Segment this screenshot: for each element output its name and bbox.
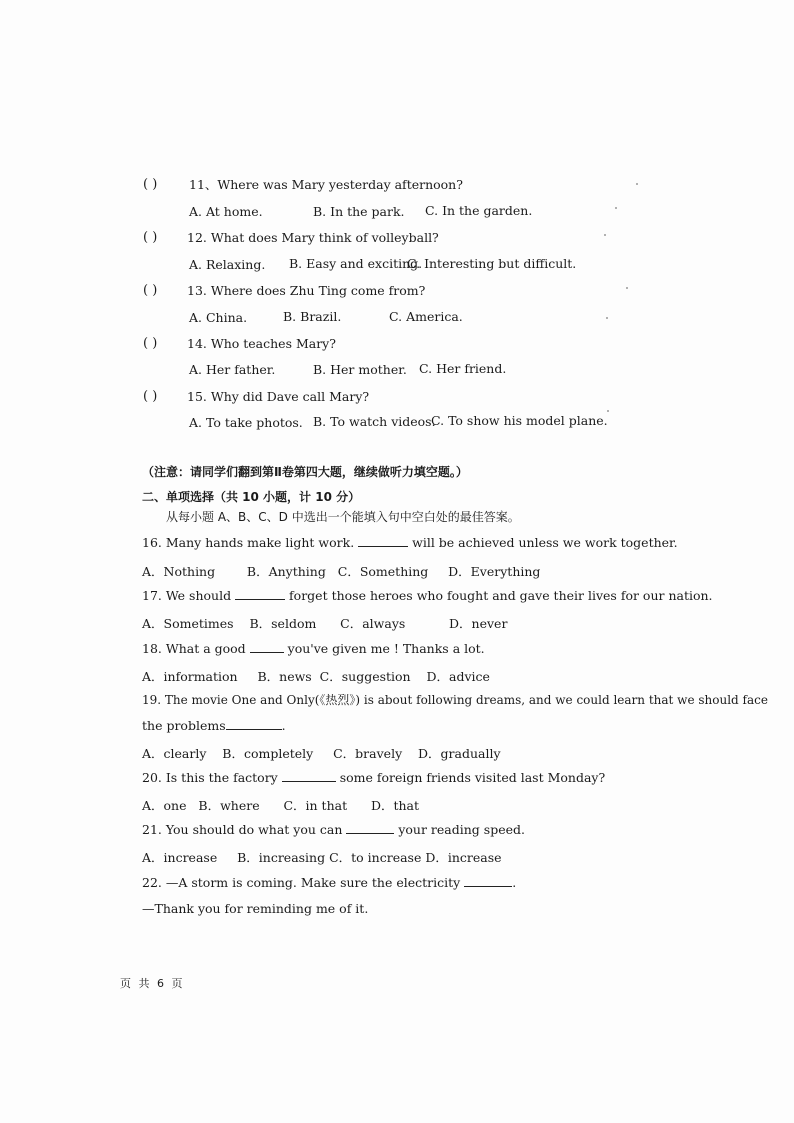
question-16-options: A．Nothing B．Anything C．Something D．Everything	[142, 564, 541, 579]
question-16-after: will be achieved unless we work together.	[408, 535, 678, 550]
question-15-stem: 15. Why did Dave call Mary?	[187, 389, 370, 404]
question-21-blank[interactable]	[346, 822, 394, 834]
page-footer: 页 共 6 页	[120, 977, 185, 990]
question-22-stem	[142, 875, 516, 891]
question-21-options: A．increase B．increasing C．to increase D．increase	[142, 850, 502, 865]
question-15-option-c: C. To show his model plane.	[431, 413, 608, 428]
question-11-stem: 11、Where was Mary yesterday afternoon?	[189, 177, 463, 192]
question-12-option-a: A. Relaxing.	[189, 257, 266, 272]
question-16-before: 16. Many hands make light work.	[142, 535, 359, 550]
question-20-before: 20. Is this the factory	[142, 770, 282, 785]
answer-paren-15[interactable]: ( )	[143, 389, 158, 404]
question-12-option-c: C. Interesting but difficult.	[407, 256, 577, 271]
question-14-stem: 14. Who teaches Mary?	[187, 336, 336, 351]
question-18-options: A．information B．news C．suggestion D．advice	[142, 669, 490, 684]
question-19-line-1: 19. The movie One and Only(《热烈》) is about following dreams, and we could learn that we should face	[142, 693, 768, 707]
question-18-before: 18. What a good	[142, 641, 250, 656]
question-19-blank[interactable]	[226, 718, 282, 730]
question-18-stem	[142, 641, 485, 657]
question-17-after: forget those heroes who fought and gave their lives for our nation.	[285, 588, 713, 603]
question-17-stem	[142, 588, 713, 604]
question-17-options: A．Sometimes B．seldom C．always D．never	[142, 616, 508, 631]
question-14-option-b: B. Her mother.	[313, 362, 407, 377]
question-19-after: .	[281, 718, 286, 733]
scan-speck	[636, 183, 638, 185]
question-13-stem: 13. Where does Zhu Ting come from?	[187, 283, 426, 298]
question-16-stem	[142, 535, 678, 551]
question-19-line-2	[142, 718, 286, 734]
scan-speck	[607, 410, 609, 412]
scan-speck	[604, 234, 606, 236]
question-20-stem	[142, 770, 605, 786]
scan-speck	[615, 207, 617, 209]
question-15-option-a: A. To take photos.	[189, 415, 303, 430]
listening-note: （注意：请同学们翻到第Ⅱ卷第四大题，继续做听力填空题。）	[142, 465, 468, 479]
question-22-reply: —Thank you for reminding me of it.	[142, 901, 369, 916]
question-11-option-b: B. In the park.	[313, 204, 405, 219]
question-22-blank[interactable]	[464, 875, 512, 887]
question-11-option-c: C. In the garden.	[425, 203, 533, 218]
question-22-before: 22. —A storm is coming. Make sure the electricity	[142, 875, 465, 890]
question-18-after: you've given me ! Thanks a lot.	[283, 641, 485, 656]
question-14-option-a: A. Her father.	[189, 362, 276, 377]
question-13-option-b: B. Brazil.	[283, 309, 342, 324]
question-11-option-a: A. At home.	[189, 204, 263, 219]
question-15-option-b: B. To watch videos.	[313, 414, 436, 429]
question-13-option-a: A. China.	[189, 310, 248, 325]
section-2-instruction: 从每小题 A、B、C、D 中选出一个能填入句中空白处的最佳答案。	[166, 510, 520, 524]
answer-paren-12[interactable]: ( )	[143, 230, 158, 245]
question-18-blank[interactable]	[250, 641, 284, 653]
question-21-stem	[142, 822, 525, 838]
question-17-blank[interactable]	[235, 588, 285, 600]
section-2-title: 二、单项选择（共 10 小题，计 10 分）	[142, 490, 361, 504]
question-19-before: the problems	[142, 718, 226, 733]
question-12-option-b: B. Easy and exciting.	[289, 256, 423, 271]
scan-speck	[606, 317, 608, 319]
question-19-options: A．clearly B．completely C．bravely D．gradually	[142, 746, 501, 761]
scan-speck	[626, 287, 628, 289]
answer-paren-11[interactable]: ( )	[143, 177, 158, 192]
question-22-after: .	[512, 875, 517, 890]
question-21-before: 21. You should do what you can	[142, 822, 347, 837]
question-20-options: A．one B．where C．in that D．that	[142, 798, 420, 813]
question-13-option-c: C. America.	[389, 309, 463, 324]
answer-paren-13[interactable]: ( )	[143, 283, 158, 298]
question-14-option-c: C. Her friend.	[419, 361, 507, 376]
question-20-blank[interactable]	[282, 770, 336, 782]
question-16-blank[interactable]	[358, 535, 408, 547]
question-17-before: 17. We should	[142, 588, 236, 603]
answer-paren-14[interactable]: ( )	[143, 336, 158, 351]
question-21-after: your reading speed.	[394, 822, 525, 837]
question-20-after: some foreign friends visited last Monday?	[335, 770, 606, 785]
question-12-stem: 12. What does Mary think of volleyball?	[187, 230, 439, 245]
